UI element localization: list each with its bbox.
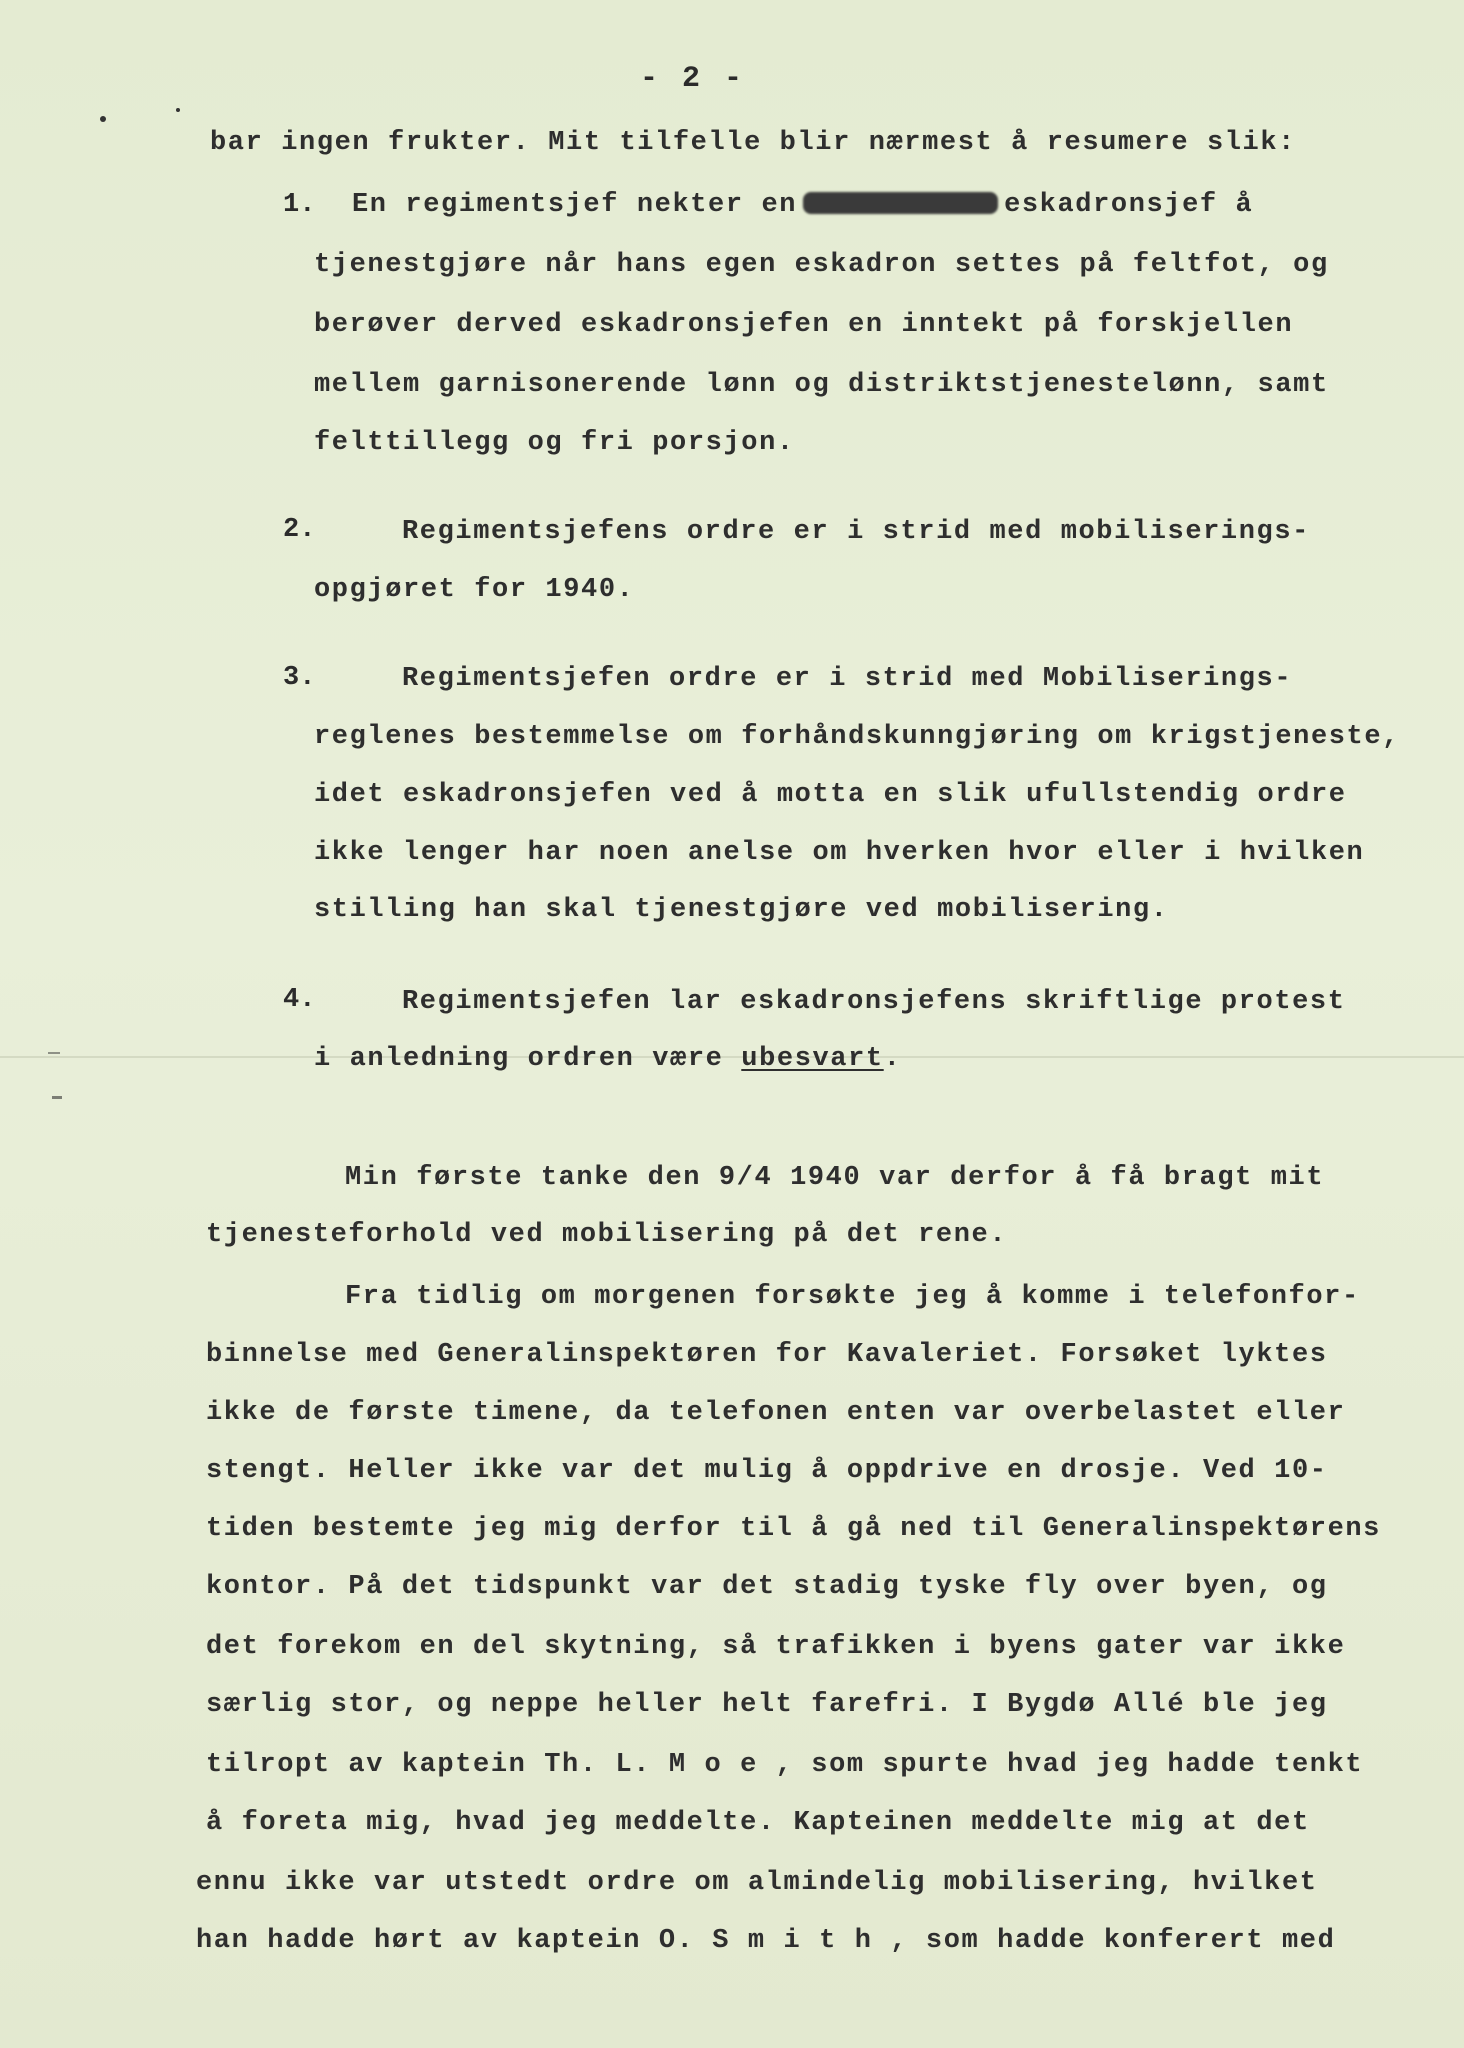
margin-tick — [48, 1052, 60, 1054]
item-1-text: En regimentsjef nekter en — [352, 190, 798, 220]
redaction-mark — [803, 192, 998, 214]
body-line-3: Fra tidlig om morgenen forsøkte jeg å komme i telefonfor- — [345, 1282, 1360, 1312]
item-1-line-5: felttillegg og fri porsjon. — [314, 428, 795, 458]
item-1-line-4: mellem garnisonerende lønn og distriktstjenestelønn, samt — [314, 370, 1329, 400]
item-3-line-3: idet eskadronsjefen ved å motta en slik ufullstendig ordre — [314, 780, 1347, 810]
margin-dot — [176, 108, 180, 112]
item-3-line-1: Regimentsjefen ordre er i strid med Mobiliserings- — [402, 664, 1293, 694]
item-number-4: 4. — [283, 985, 316, 1015]
item-number-3: 3. — [283, 663, 316, 693]
item-1-text: eskadronsjef å — [1004, 190, 1254, 220]
body-line-2: tjenesteforhold ved mobilisering på det rene. — [206, 1220, 1008, 1250]
body-line-12: å foreta mig, hvad jeg meddelte. Kapteinen meddelte mig at det — [206, 1808, 1310, 1838]
body-line-5: ikke de første timene, da telefonen enten var overbelastet eller — [206, 1398, 1346, 1428]
body-line-1: Min første tanke den 9/4 1940 var derfor å få bragt mit — [345, 1163, 1325, 1193]
item-number-1: 1. — [283, 190, 316, 220]
item-3-line-4: ikke lenger har noen anelse om hverken hvor eller i hvilken — [314, 838, 1365, 868]
body-line-9: det forekom en del skytning, så trafikken i byens gater var ikke — [206, 1632, 1346, 1662]
item-3-line-2: reglenes bestemmelse om forhåndskunngjøring om krigstjeneste, — [314, 722, 1400, 752]
body-line-8: kontor. På det tidspunkt var det stadig tyske fly over byen, og — [206, 1572, 1328, 1602]
body-line-10: særlig stor, og neppe heller helt farefri. I Bygdø Allé ble jeg — [206, 1690, 1328, 1720]
body-line-11: tilropt av kaptein Th. L. M o e , som spurte hvad jeg hadde tenkt — [206, 1750, 1364, 1780]
item-4-text: . — [883, 1044, 902, 1074]
page-number: - 2 - — [640, 62, 746, 96]
underlined-word: ubesvart — [741, 1044, 884, 1074]
intro-line: bar ingen frukter. Mit tilfelle blir nærmest å resumere slik: — [210, 128, 1296, 158]
body-line-14: han hadde hørt av kaptein O. S m i t h , som hadde konferert med — [196, 1926, 1336, 1956]
body-line-7: tiden bestemte jeg mig derfor til å gå ned til Generalinspektørens — [206, 1514, 1381, 1544]
item-number-2: 2. — [283, 515, 316, 545]
item-2-line-2: opgjøret for 1940. — [314, 575, 635, 605]
margin-dot — [100, 116, 106, 122]
body-line-6: stengt. Heller ikke var det mulig å oppdrive en drosje. Ved 10- — [206, 1456, 1328, 1486]
item-4-text: i anledning ordren være — [314, 1044, 724, 1074]
margin-tick — [52, 1096, 62, 1099]
item-3-line-5: stilling han skal tjenestgjøre ved mobilisering. — [314, 895, 1169, 925]
body-line-4: binnelse med Generalinspektøren for Kavaleriet. Forsøket lyktes — [206, 1340, 1328, 1370]
item-1-line-1 — [352, 190, 1253, 220]
item-4-line-2 — [314, 1044, 902, 1074]
item-1-line-3: berøver derved eskadronsjefen en inntekt på forskjellen — [314, 310, 1294, 340]
item-1-line-2: tjenestgjøre når hans egen eskadron settes på feltfot, og — [314, 250, 1329, 280]
body-line-13: ennu ikke var utstedt ordre om almindelig mobilisering, hvilket — [196, 1868, 1318, 1898]
item-4-line-1: Regimentsjefen lar eskadronsjefens skriftlige protest — [402, 987, 1346, 1017]
item-2-line-1: Regimentsjefens ordre er i strid med mobiliserings- — [402, 517, 1310, 547]
